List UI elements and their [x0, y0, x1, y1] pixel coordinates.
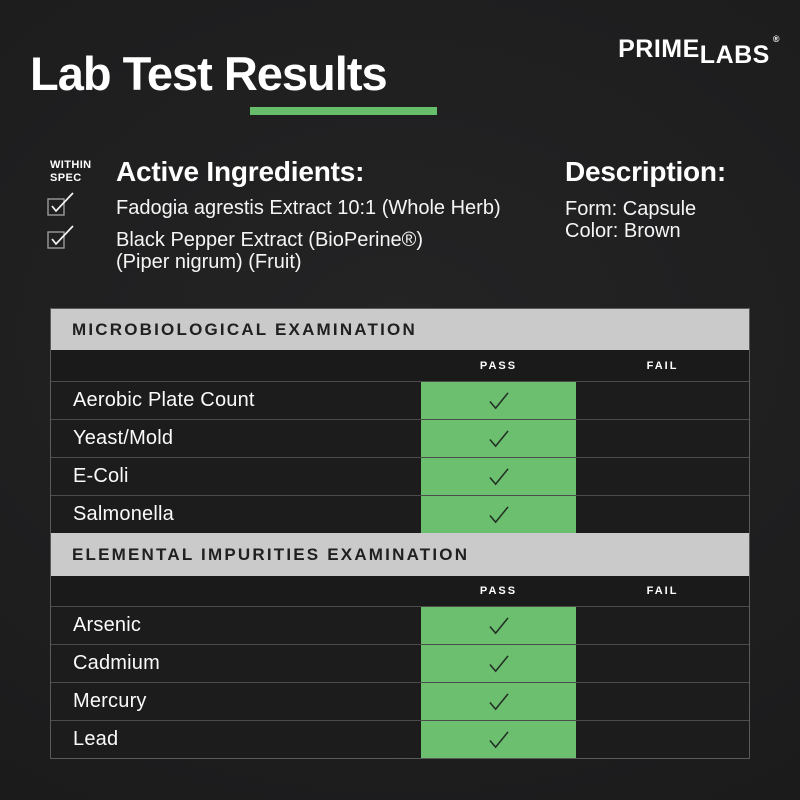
pass-column-header: PASS	[479, 359, 518, 372]
ingredient-item	[116, 229, 423, 273]
test-name: Arsenic	[73, 614, 142, 636]
checkbox-check	[52, 193, 73, 211]
test-name: Lead	[73, 728, 119, 750]
table-row	[51, 495, 749, 533]
description-color: Color: Brown	[565, 220, 681, 242]
table-row	[51, 457, 749, 495]
test-name: Aerobic Plate Count	[73, 389, 255, 411]
checkbox-check	[52, 226, 73, 244]
checkmark-icon	[485, 653, 512, 674]
checkmark-icon	[485, 466, 512, 487]
pass-cell	[421, 683, 576, 720]
ingredient-text-line1: Black Pepper Extract (BioPerine®)	[116, 229, 424, 251]
fail-column-header: FAIL	[646, 585, 679, 597]
pass-cell	[421, 458, 576, 495]
fail-cell	[576, 420, 749, 457]
pass-cell	[421, 496, 576, 533]
checkmark-icon	[485, 504, 512, 525]
fail-cell	[576, 645, 749, 682]
checked-checkbox-icon	[46, 224, 76, 250]
checkbox-box	[48, 232, 64, 248]
within-spec-label	[50, 159, 92, 185]
elemental-section-header: ELEMENTAL IMPURITIES EXAMINATION	[51, 533, 749, 576]
pass-cell	[421, 721, 576, 758]
fail-cell	[576, 683, 749, 720]
fail-cell	[576, 721, 749, 758]
pass-column-header: PASS	[479, 585, 518, 597]
checkmark-icon	[485, 428, 512, 449]
pass-cell	[421, 382, 576, 419]
spacer-cell	[51, 350, 421, 381]
fail-cell	[576, 382, 749, 419]
checkmark-icon	[485, 390, 512, 411]
within-spec-line1: WITHIN	[50, 159, 92, 171]
table-row	[51, 419, 749, 457]
test-name: E-Coli	[73, 465, 129, 487]
pass-fail-header-row	[51, 576, 749, 606]
ingredient-item	[116, 197, 501, 219]
table-row	[51, 381, 749, 419]
table-row	[51, 682, 749, 720]
checkbox-box	[48, 199, 64, 215]
test-name: Salmonella	[73, 503, 174, 525]
pass-cell	[421, 420, 576, 457]
title-accent-underline	[250, 107, 437, 115]
description-heading: Description:	[565, 156, 726, 187]
registered-trademark-icon: ®	[772, 34, 780, 44]
microbiological-section-header: MICROBIOLOGICAL EXAMINATION	[51, 309, 749, 350]
pass-cell	[421, 607, 576, 644]
page-title: Lab Test Results	[30, 47, 387, 100]
ingredient-text: Fadogia agrestis Extract 10:1 (Whole Herb)	[116, 197, 501, 219]
results-table	[50, 308, 750, 759]
table-row	[51, 644, 749, 682]
checked-checkbox-icon	[46, 191, 76, 217]
pass-cell	[421, 645, 576, 682]
test-name: Yeast/Mold	[73, 427, 174, 449]
active-ingredients-heading: Active Ingredients:	[116, 156, 365, 187]
spacer-cell	[51, 576, 421, 606]
description-form: Form: Capsule	[565, 198, 697, 220]
table-row	[51, 606, 749, 644]
table-row	[51, 720, 749, 758]
checkmark-icon	[485, 691, 512, 712]
brand-logo	[618, 34, 780, 69]
brand-prime: PRIME	[618, 35, 700, 63]
brand-labs: LABS	[699, 41, 770, 69]
checkmark-icon	[485, 729, 512, 750]
pass-fail-header-row	[51, 350, 749, 381]
fail-cell	[576, 496, 749, 533]
checkmark-icon	[485, 615, 512, 636]
test-name: Mercury	[73, 690, 147, 712]
fail-cell	[576, 607, 749, 644]
ingredient-text-line2: (Piper nigrum) (Fruit)	[116, 251, 302, 273]
fail-column-header: FAIL	[646, 359, 679, 372]
test-name: Cadmium	[73, 652, 160, 674]
fail-cell	[576, 458, 749, 495]
within-spec-line2: SPEC	[50, 172, 82, 184]
